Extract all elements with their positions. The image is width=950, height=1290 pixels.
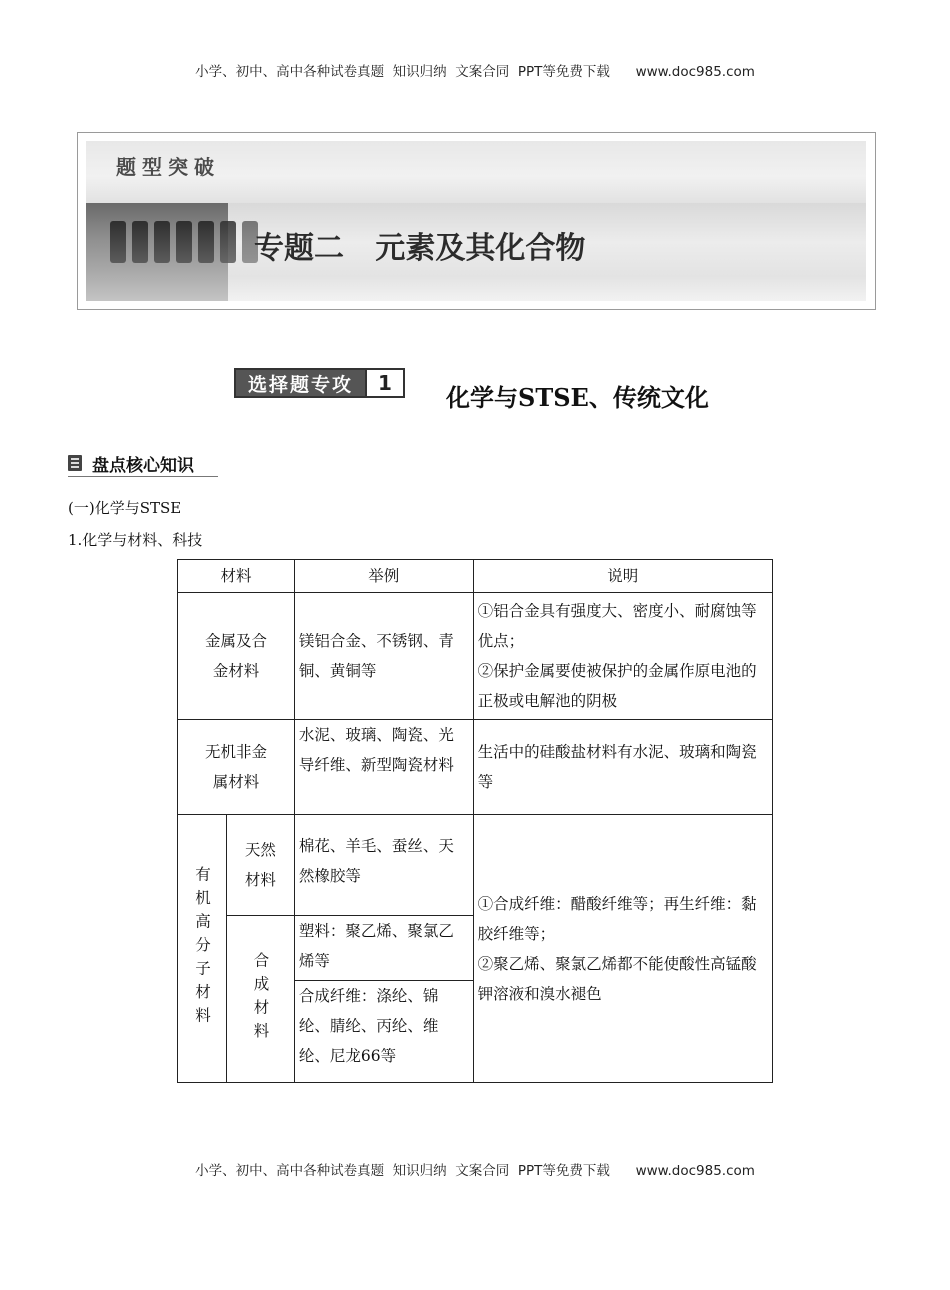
book-icon	[68, 455, 82, 471]
header-notes: 说明	[473, 560, 772, 593]
cell-organic-category: 有机高分子材料	[178, 815, 227, 1083]
header-material: 材料	[178, 560, 295, 593]
paragraph-stse: (一)化学与STSE	[68, 499, 182, 517]
table-row-inorganic	[178, 720, 773, 815]
header-examples: 举例	[294, 560, 473, 593]
cell-inorganic-examples: 水泥、玻璃、陶瓷、光导纤维、新型陶瓷材料	[294, 720, 473, 815]
section-tag-label: 选择题专攻	[234, 368, 365, 398]
cell-inorganic-notes: 生活中的硅酸盐材料有水泥、玻璃和陶瓷等	[473, 720, 772, 815]
cell-synthetic-fiber: 合成纤维：涤纶、锦纶、腈纶、丙纶、维纶、尼龙66等	[294, 981, 473, 1083]
cell-natural-label: 天然材料	[226, 815, 294, 916]
subheading	[68, 449, 194, 477]
banner-title: 专题二 元素及其化合物	[254, 231, 586, 266]
subheading-underline	[68, 476, 218, 477]
cell-synthetic-plastic: 塑料：聚乙烯、聚氯乙烯等	[294, 916, 473, 981]
table-row-metal	[178, 593, 773, 720]
materials-table	[177, 559, 773, 1083]
subheading-text: 盘点核心知识	[92, 455, 194, 476]
cell-metal-category: 金属及合金材料	[178, 593, 295, 720]
table-header-row	[178, 560, 773, 593]
cell-organic-notes: ①合成纤维：醋酸纤维等；再生纤维：黏胶纤维等； ②聚乙烯、聚氯乙烯都不能使酸性高锰酸钾溶液和溴水褪色	[473, 815, 772, 1083]
section-tag	[234, 368, 405, 398]
section-tag-number: 1	[365, 368, 405, 398]
cell-inorganic-category: 无机非金属材料	[178, 720, 295, 815]
cell-metal-examples: 镁铝合金、不锈钢、青铜、黄铜等	[294, 593, 473, 720]
cell-metal-notes: ①铝合金具有强度大、密度小、耐腐蚀等优点； ②保护金属要使被保护的金属作原电池的正极或电解池的阴极	[473, 593, 772, 720]
page-header: 小学、初中、高中各种试卷真题 知识归纳 文案合同 PPT等免费下载 www.doc985.com	[195, 64, 755, 80]
banner-label: 题型突破	[116, 155, 220, 179]
paragraph-materials: 1.化学与材料、科技	[68, 531, 203, 549]
table-row-organic-natural	[178, 815, 773, 916]
topic-banner	[77, 132, 876, 310]
section-title: 化学与STSE、传统文化	[446, 383, 709, 412]
page-footer: 小学、初中、高中各种试卷真题 知识归纳 文案合同 PPT等免费下载 www.doc985.com	[195, 1163, 755, 1179]
cell-natural-examples: 棉花、羊毛、蚕丝、天然橡胶等	[294, 815, 473, 916]
cell-synthetic-label: 合成材料	[226, 916, 294, 1083]
